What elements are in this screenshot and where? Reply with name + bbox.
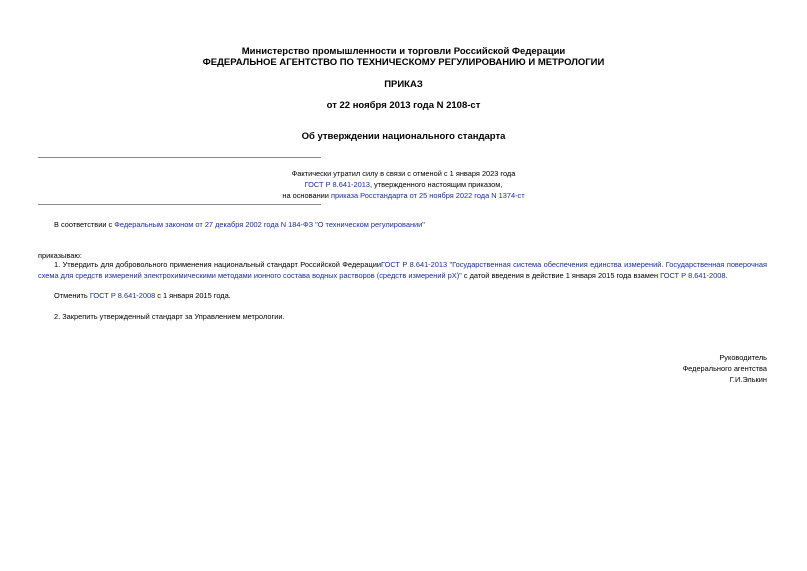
signature-agency: Федерального агентства: [682, 364, 767, 373]
status-note-line2: [260, 179, 547, 190]
item-2-paragraph: 2. Закрепить утвержденный стандарт за Управлением метрологии.: [54, 312, 285, 321]
preamble-text: В соответствии с: [54, 220, 115, 229]
agency-heading: ФЕДЕРАЛЬНОЕ АГЕНТСТВО ПО ТЕХНИЧЕСКОМУ РЕГУЛИРОВАНИЮ И МЕТРОЛОГИИ: [202, 57, 605, 68]
status-note-line3-text: на основании: [282, 191, 331, 200]
gost-2008-link[interactable]: ГОСТ Р 8.641-2008: [660, 271, 726, 280]
federal-law-link[interactable]: Федеральным законом от 27 декабря 2002 года N 184-ФЗ "О техническом регулировании": [114, 220, 425, 229]
date-number-heading: от 22 ноября 2013 года N 2108-ст: [326, 100, 481, 111]
preamble: [54, 219, 425, 230]
gost-2008-cancel-link[interactable]: ГОСТ Р 8.641-2008: [89, 291, 156, 300]
status-note-line1: Фактически утратил силу в связи с отменой с 1 января 2023 года: [291, 169, 516, 178]
doc-type-heading: ПРИКАЗ: [384, 79, 423, 90]
status-note-line2-text: , утвержденного настоящим приказом,: [369, 180, 503, 189]
item-1-text-b: с датой введения в действие 1 января 2015 года взамен: [461, 271, 661, 280]
item-1-paragraph: [38, 259, 767, 281]
subject-heading: Об утверждении национального стандарта: [301, 131, 506, 142]
gost-2013-title-link[interactable]: ГОСТ Р 8.641-2013 "Государственная система обеспечения единства измерений. Государственная поверочная схема для средств измерений электрохимическими методами ионного состава водных растворов (средств измерений pX)": [38, 260, 767, 280]
ministry-heading: Министерство промышленности и торговли Российской Федерации: [241, 46, 566, 57]
status-note-line3: [240, 190, 567, 201]
rosstandart-order-link[interactable]: приказа Росстандарта от 25 ноября 2022 года N 1374-ст: [330, 191, 525, 200]
signature-title: Руководитель: [719, 353, 767, 362]
divider-bottom: [38, 204, 321, 205]
cancel-paragraph: [54, 290, 231, 301]
order-word: приказываю:: [38, 251, 82, 260]
item-1-text-a: 1. Утвердить для добровольного применения национальный стандарт Российской Федерации: [54, 260, 381, 269]
cancel-text-b: с 1 января 2015 года.: [155, 291, 231, 300]
cancel-text-a: Отменить: [54, 291, 90, 300]
item-1-text-c: .: [725, 271, 728, 280]
signature-name: Г.И.Элькин: [729, 375, 767, 384]
divider-top: [38, 157, 321, 158]
gost-2013-link[interactable]: ГОСТ Р 8.641-2013: [304, 180, 370, 189]
